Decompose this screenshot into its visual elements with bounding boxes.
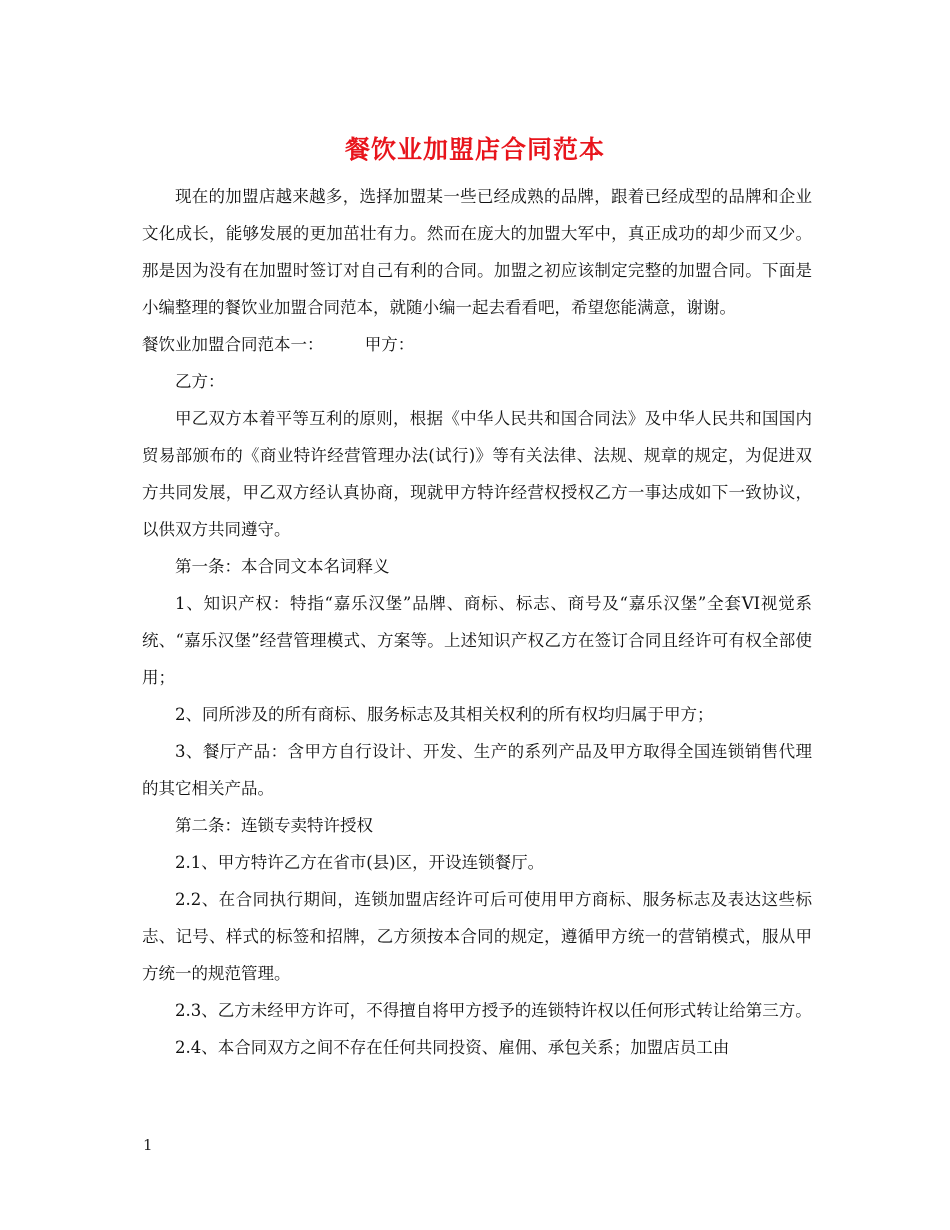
- document-body: [142, 178, 812, 1066]
- paragraph-preamble: 甲乙双方本着平等互利的原则，根据《中华人民共和国合同法》及中华人民共和国国内贸易部颁布的《商业特许经营管理办法(试行)》等有关法律、法规、规章的规定，为促进双方共同发展，甲乙双方经认真协商，现就甲方特许经营权授权乙方一事达成如下一致协议，以供双方共同遵守。: [142, 409, 812, 539]
- document-title: 餐饮业加盟店合同范本: [344, 135, 605, 164]
- paragraph-article-1-item-3: 3、餐厅产品：含甲方自行设计、开发、生产的系列产品及甲方取得全国连锁销售代理的其它相关产品。: [142, 742, 812, 798]
- paragraph-article-1-item-1: 1、知识产权：特指“嘉乐汉堡”品牌、商标、标志、商号及“嘉乐汉堡”全套VI视觉系统、“嘉乐汉堡”经营管理模式、方案等。上述知识产权乙方在签订合同且经许可有权全部使用；: [142, 594, 812, 687]
- paragraph-article-2-heading: 第二条：连锁专卖特许授权: [175, 816, 373, 835]
- paragraph-article-2-1: 2.1、甲方特许乙方在省市(县)区，开设连锁餐厅。: [175, 853, 545, 872]
- paragraph-contract-heading: 餐饮业加盟合同范本一： 甲方：: [142, 335, 415, 354]
- page-number: 1: [143, 1136, 153, 1154]
- paragraph-article-2-2: 2.2、在合同执行期间，连锁加盟店经许可后可使用甲方商标、服务标志及表达这些标志、记号、样式的标签和招牌，乙方须按本合同的规定，遵循甲方统一的营销模式，服从甲方统一的规范管理。: [142, 890, 812, 983]
- paragraph-intro: 现在的加盟店越来越多，选择加盟某一些已经成熟的品牌，跟着已经成型的品牌和企业文化成长，能够发展的更加茁壮有力。然而在庞大的加盟大军中，真正成功的却少而又少。那是因为没有在加盟时签订对自己有利的合同。加盟之初应该制定完整的加盟合同。下面是小编整理的餐饮业加盟合同范本，就随小编一起去看看吧，希望您能满意，谢谢。: [142, 187, 812, 317]
- paragraph-article-1-item-2: 2、同所涉及的所有商标、服务标志及其相关权利的所有权均归属于甲方；: [175, 705, 714, 724]
- paragraph-article-2-3: 2.3、乙方未经甲方许可，不得擅自将甲方授予的连锁特许权以任何形式转让给第三方。: [175, 1001, 812, 1020]
- paragraph-article-2-4: 2.4、本合同双方之间不存在任何共同投资、雇佣、承包关系；加盟店员工由: [175, 1038, 730, 1057]
- paragraph-party-b: 乙方：: [175, 372, 225, 391]
- paragraph-article-1-heading: 第一条：本合同文本名词释义: [175, 557, 390, 576]
